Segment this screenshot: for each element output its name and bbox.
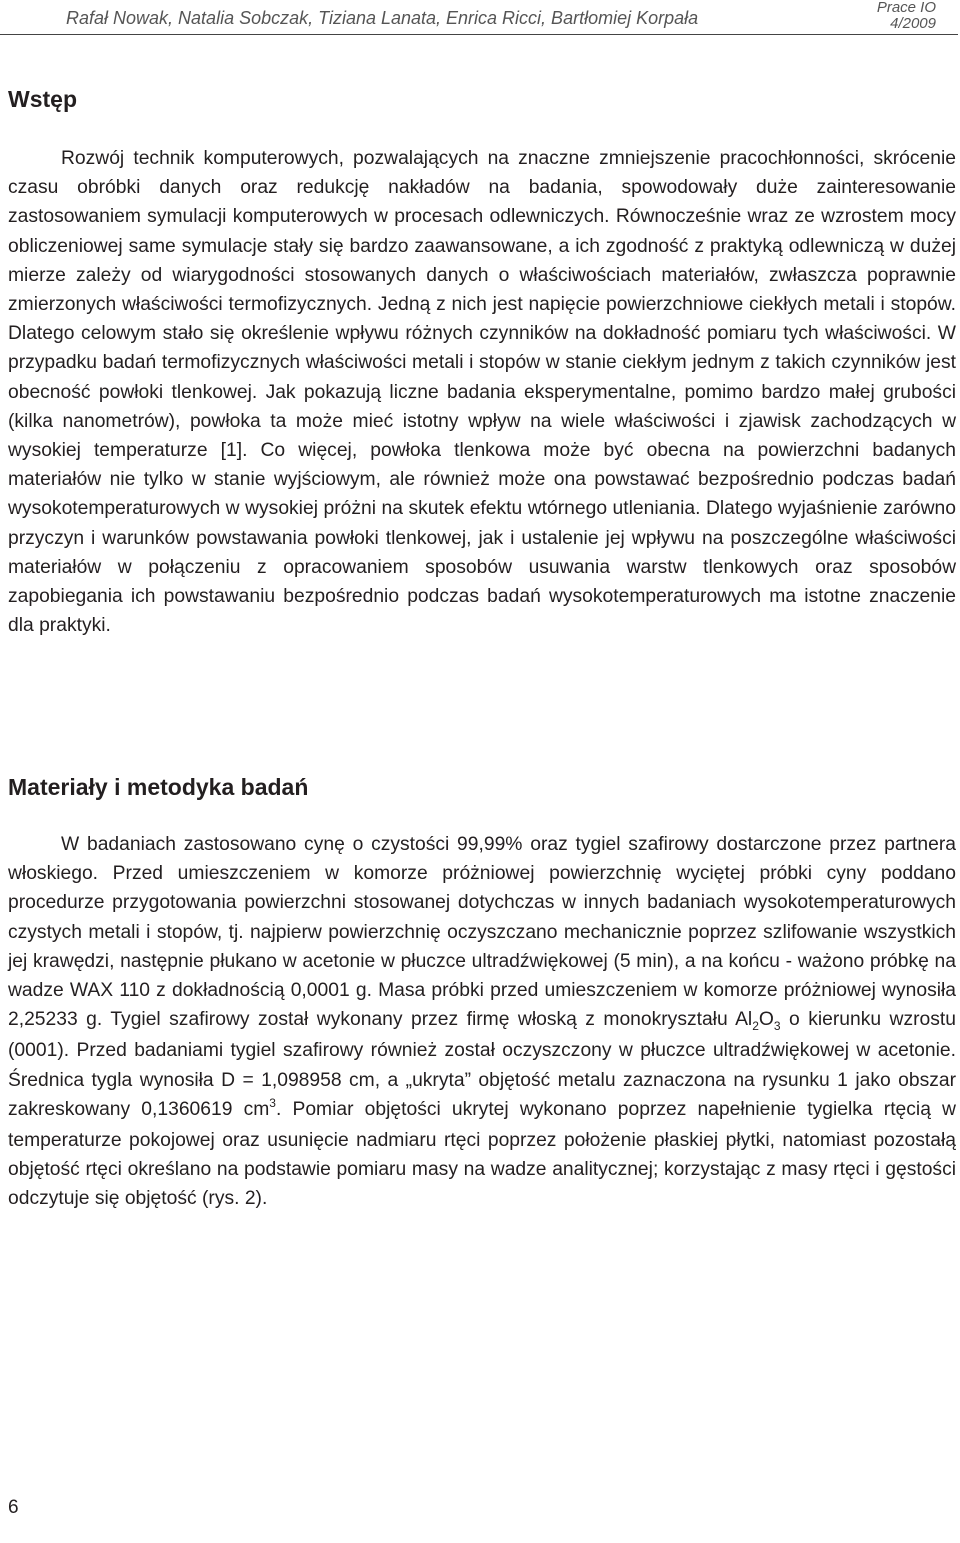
header-journal (877, 0, 936, 32)
running-header (0, 0, 960, 36)
methods-text-part3: . Pomiar objętości ukrytej wykonano poprzez napełnienie tygielka rtęcią w temperaturze pokojowej oraz usunięcie nadmiaru rtęci poprzez położenie płaskiej płytki, natomiast pozostałą objętość rtęci określano na podstawie pomiaru masy na wadze analitycznej; korzystając z masy rtęci i gęstości odczytuje się objętość (rys. 2). (8, 1098, 956, 1210)
formula-oxygen: O (758, 1009, 774, 1031)
header-rule (0, 34, 958, 35)
page-number: 6 (8, 1497, 19, 1518)
journal-issue: 4/2009 (890, 15, 936, 32)
intro-text: Rozwój technik komputerowych, pozwalających na znaczne zmniejszenie pracochłonności, skrócenie czasu obróbki danych oraz redukcję nakładów na badania, spowodowały duże zainteresowanie zastosowaniem symulacji komputerowych w procesach odlewniczych. Równocześnie wraz ze wzrostem mocy obliczeniowej same symulacje stały się bardzo zaawansowane, a ich zgodność z praktyką odlewniczą w dużej mierze zależy od wiarygodności stosowanych danych o właściwościach materiałów, zwłaszcza poprawnie zmierzonych właściwości termofizycznych. Jedną z nich jest napięcie powierzchniowe ciekłych metali i stopów. Dlatego celowym stało się określenie wpływu różnych czynników na dokładność pomiaru tych właściwości. W przypadku badań termofizycznych właściwości metali i stopów w stanie ciekłym jednym z takich czynników jest obecność powłoki tlenkowej. Jak pokazują liczne badania eksperymentalne, pomimo bardzo małej grubości (kilka nanometrów), powłoka ta może mieć istotny wpływ na wiele właściwości i zjawisk zachodzących w wysokiej temperaturze [1]. Co więcej, powłoka tlenkowa może być obecna na powierzchni badanych materiałów nie tylko w stanie wyjściowym, ale również może ona powstawać bezpośrednio podczas badań wysokotemperaturowych w wysokiej próżni na skutek efektu wtórnego utleniania. Dlatego wyjaśnienie zarówno przyczyn i warunków powstawania powłoki tlenkowej, jak i ustalenie jej wpływu na poszczególne właściwości materiałów w połączeniu z opracowaniem sposobów usuwania warstw tlenkowych oraz sposobów zapobiegania ich powstawaniu bezpośrednio podczas badań wysokotemperaturowych ma istotne znaczenie dla praktyki. (8, 148, 956, 637)
formula-subscript-3: 3 (773, 1019, 781, 1034)
unit-superscript: 3 (269, 1095, 276, 1110)
intro-paragraph (8, 144, 956, 640)
header-authors: Rafał Nowak, Natalia Sobczak, Tiziana Lanata, Enrica Ricci, Bartłomiej Korpała (66, 8, 699, 28)
methods-paragraph (8, 830, 956, 1214)
methods-text-part1: W badaniach zastosowano cynę o czystości 99,99% oraz tygiel szafirowy dostarczone przez partnera włoskiego. Przed umieszczeniem w komorze próżniowej powierzchnię wyciętej próbki cyny poddano procedurze przygotowania powierzchni stosowanej dotychczas w innych badaniach wysokotemperaturowych czystych metali i stopów, tj. najpierw powierzchnię oczyszczano mechanicznie poprzez szlifowanie wszystkich jej krawędzi, następnie płukano w acetonie w płuczce ultradźwiękowej (5 min), a na końcu - ważono próbkę na wadze WAX 110 z dokładnością 0,0001 g. Masa próbki przed umieszczeniem w komorze próżniowej wynosiła 2,25233 g. Tygiel szafirowy został wykonany przez firmę włoską z monokryształu Al (8, 834, 956, 1031)
section-title-methods: Materiały i metodyka badań (8, 774, 309, 800)
formula-subscript-2: 2 (752, 1019, 759, 1034)
section-title-intro: Wstęp (8, 86, 77, 112)
methods-text-part2: o kierunku wzrostu (0001). Przed badaniami tygiel szafirowy również został oczyszczony w płuczce ultradźwiękowej w acetonie. Średnica tygla wynosiła D = 1,098958 cm, a „ukryta” objętość metalu zaznaczona na rysunku 1 jako obszar zakreskowany 0,1360619 cm (8, 1009, 956, 1120)
journal-name: Prace IO (876, 0, 936, 16)
